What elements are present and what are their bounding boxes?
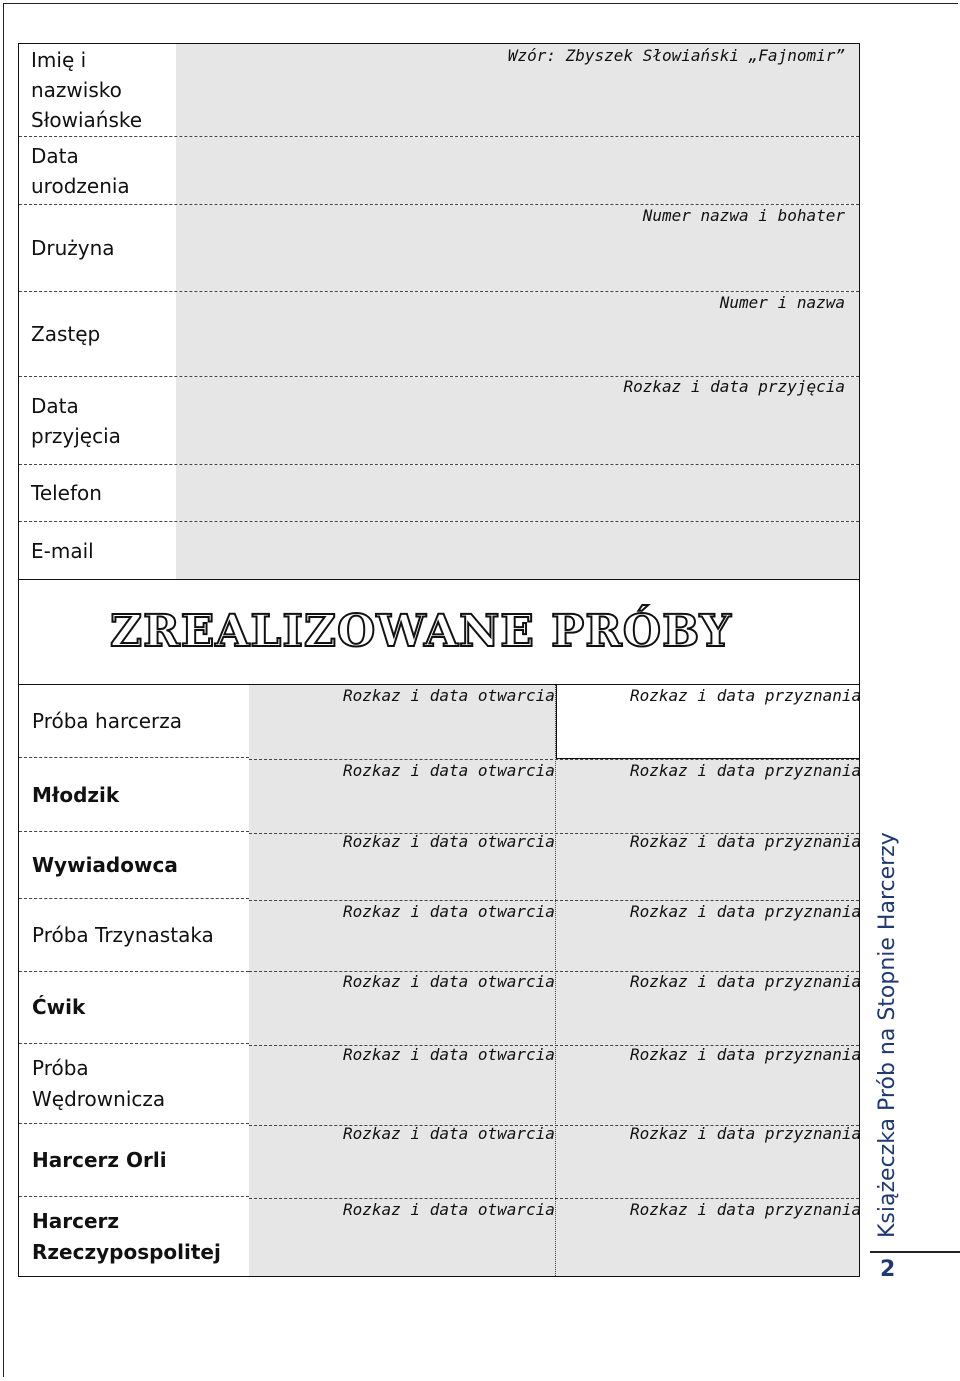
hint-grant-orli: Rozkaz i data przyznania (630, 1124, 862, 1143)
trials-column-divider (555, 685, 556, 1276)
field-birth-date[interactable] (176, 137, 859, 204)
hint-open-mlodzik: Rozkaz i data otwarcia (343, 761, 555, 780)
row-join-date (19, 377, 859, 465)
hint-full-name: Wzór: Zbyszek Słowiański „Fajnomir” (507, 46, 845, 65)
label-wywiadowca: Wywiadowca (19, 833, 249, 899)
row-email (19, 522, 859, 579)
field-phone[interactable] (176, 465, 859, 521)
row-patrol (19, 292, 859, 377)
trials-table (18, 684, 860, 1277)
footer-rule (870, 1251, 960, 1253)
label-full-name: Imię i nazwisko Słowiańske (19, 44, 176, 136)
trial-row-separator (249, 1198, 859, 1199)
trial-row-separator (249, 759, 859, 760)
field-patrol[interactable] (176, 292, 859, 376)
hint-patrol: Numer i nazwa (719, 293, 845, 312)
field-full-name[interactable] (176, 44, 859, 136)
field-team[interactable] (176, 205, 859, 291)
label-email: E-mail (19, 522, 176, 579)
label-proba-wedrownicza: Próba Wędrownicza (19, 1045, 249, 1124)
hint-open-trzynastaka: Rozkaz i data otwarcia (343, 902, 555, 921)
label-patrol: Zastęp (19, 292, 176, 376)
hint-grant-mlodzik: Rozkaz i data przyznania (630, 761, 862, 780)
hint-grant-wywiadowca: Rozkaz i data przyznania (630, 832, 862, 851)
row-team (19, 205, 859, 292)
hint-open-rzeczypospolitej: Rozkaz i data otwarcia (343, 1200, 555, 1219)
label-join-date: Data przyjęcia (19, 377, 176, 464)
hint-open-orli: Rozkaz i data otwarcia (343, 1124, 555, 1143)
personal-data-table (18, 43, 860, 580)
label-phone: Telefon (19, 465, 176, 521)
row-phone (19, 465, 859, 522)
hint-open-harcerza: Rozkaz i data otwarcia (343, 686, 555, 705)
hint-open-cwik: Rozkaz i data otwarcia (343, 972, 555, 991)
field-email[interactable] (176, 522, 859, 579)
label-mlodzik: Młodzik (19, 759, 249, 832)
hint-open-wedrownicza: Rozkaz i data otwarcia (343, 1045, 555, 1064)
hint-join-date: Rozkaz i data przyjęcia (623, 377, 845, 396)
hint-grant-harcerza: Rozkaz i data przyznania (630, 686, 862, 705)
field-join-date[interactable] (176, 377, 859, 464)
label-birth-date: Data urodzenia (19, 137, 176, 204)
hint-open-wywiadowca: Rozkaz i data otwarcia (343, 832, 555, 851)
label-proba-harcerza: Próba harcerza (19, 685, 249, 758)
hint-grant-cwik: Rozkaz i data przyznania (630, 972, 862, 991)
row-full-name (19, 44, 859, 137)
label-cwik: Ćwik (19, 971, 249, 1044)
hint-grant-rzeczypospolitej: Rozkaz i data przyznania (630, 1200, 862, 1219)
row-birth-date (19, 137, 859, 205)
section-title: ZREALIZOWANE PRÓBY (110, 606, 732, 657)
hint-grant-trzynastaka: Rozkaz i data przyznania (630, 902, 862, 921)
side-booklet-title: Książeczka Prób na Stopnie Harcerzy (875, 832, 900, 1238)
section-title-box (18, 579, 860, 684)
page-number: 2 (880, 1257, 896, 1282)
trial-row-separator (249, 900, 859, 901)
hint-team: Numer nazwa i bohater (642, 206, 845, 225)
label-team: Drużyna (19, 205, 176, 291)
label-proba-trzynastaka: Próba Trzynastaka (32, 922, 214, 947)
label-harcerz-rzeczypospolitej: Harcerz Rzeczypospolitej (32, 1209, 221, 1264)
label-harcerz-orli: Harcerz Orli (19, 1125, 249, 1197)
hint-grant-wedrownicza: Rozkaz i data przyznania (630, 1045, 862, 1064)
